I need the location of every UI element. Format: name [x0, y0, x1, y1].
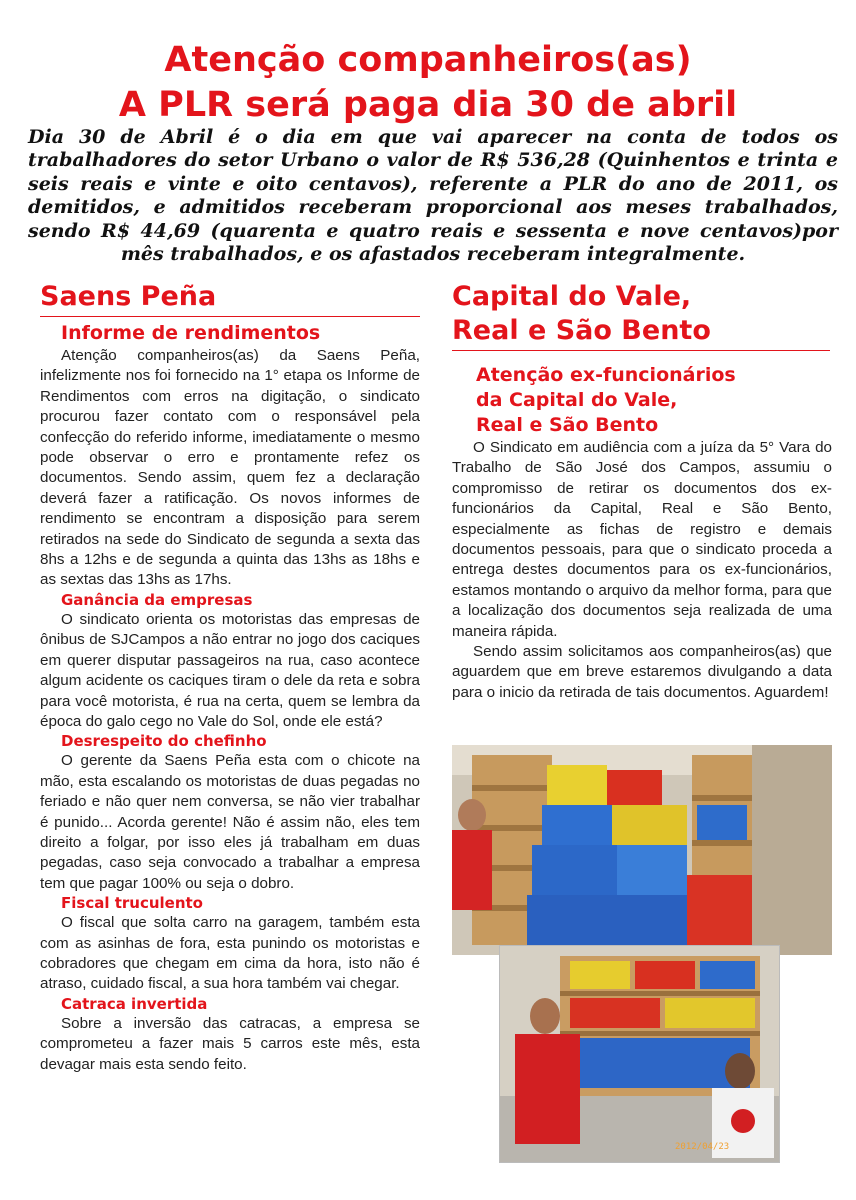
- section-title-saens-pena: Saens Peña: [40, 281, 217, 312]
- subtitle-informe-rendimentos: Informe de rendimentos: [61, 322, 321, 344]
- paragraph-fiscal: O fiscal que solta carro na garagem, também esta com as asinhas de fora, esta punindo os motoristas e cobradores que chegam em cima da hora, isto não é atraso, cuidado fiscal, a sua hora também vai chegar.: [40, 914, 420, 993]
- section-title-capital-line-1: Capital do Vale,: [452, 281, 692, 312]
- paragraph-desrespeito: O gerente da Saens Peña esta com o chicote na mão, esta escalando os motoristas de duas pegadas no feriado e não quer nem conversa, se não vier trabalhar é punido... Acorda gerente! Não é assim não, eles tem direito a folgar, por isso eles já trabalham em duas pegadas, caso seja convocado a trabalhar a empresa tem que pagar 100% ou seja o dobro.: [40, 752, 420, 892]
- heading-ganancia: Ganância da empresas: [61, 590, 253, 609]
- paragraph-informe: Atenção companheiros(as) da Saens Peña, infelizmente nos foi fornecido na 1° etapa os Informe de Rendimentos com erros na digitação, o sindicato procurou fazer contato com o responsável pela confecção do referido informe, imediatamente o mesmo pode observar o erro e prontamente refez os documentos. Sendo assim, quem fez a declaração deverá fazer a ratificação. Os novos informes de rendimento se encontram a disposição para serem retirados na sede do Sindicato de segunda a sexta das 8hs a 12hs e de segunda a quinta das 13hs as 18hs e as sextas das 13hs as 17hs.: [40, 347, 420, 589]
- subtitle-line-1: Atenção ex-funcionários: [476, 364, 736, 386]
- section-divider: [40, 316, 420, 317]
- paragraph-ganancia: O sindicato orienta os motoristas das empresas de ônibus de SJCampos a não entrar no jogo dos caciques em querer disputar passageiros na rua, caso acontece algum acidente os caciques tiram o dele da reta e sobra para você motorista, é rua na certa, quem se lembra da época do galo cego no Vale do Sol, onde ele está?: [40, 610, 420, 730]
- warehouse-photo-2: [499, 945, 780, 1163]
- paragraph-aguardem: Sendo assim solicitamos aos companheiros(as) que aguardem que em breve estaremos divulgando a data para o inicio da retirada de tais documentos. Aguardem!: [452, 643, 832, 701]
- headline-line-1: Atenção companheiros(as): [164, 40, 692, 80]
- subtitle-line-2: da Capital do Vale,: [476, 389, 678, 411]
- warehouse-photo-1-image: [452, 745, 832, 955]
- subtitle-line-3: Real e São Bento: [476, 414, 659, 436]
- paragraph-catraca: Sobre a inversão das catracas, a empresa se comprometeu a fazer mais 5 carros este mês, esta devagar mais esta sendo feito.: [40, 1014, 420, 1073]
- section-divider: [452, 350, 830, 351]
- photo-date-stamp: 2012/04/23: [675, 1142, 730, 1152]
- paragraph-audiencia: O Sindicato em audiência com a juíza da 5° Vara do Trabalho de São José dos Campos, assumiu o compromisso de retirar os documentos dos ex-funcionários da Capital, Real e São Bento, especialmente as fichas de registro e demais documentos pessoais, para que o sindicato proceda a entrega destes documentos para os ex-funcionários, estamos montando o arquivo da melhor forma, para que a localização dos documentos seja realizada de uma maneira rápida.: [452, 439, 832, 640]
- warehouse-photo-2-image: [500, 946, 779, 1162]
- lead-paragraph: Dia 30 de Abril é o dia em que vai aparecer na conta de todos os trabalhadores do setor Urbano o valor de R$ 536,28 (Quinhentos e trinta e seis reais e vinte e oito centavos), referente a PLR do ano de 2011, os demitidos, e admitidos receberam proporcional aos meses trabalhados, sendo R$ 44,69 (quarenta e quatro reais e sessenta e nove centavos)por mês trabalhados, e os afastados receberam integralmente.: [28, 126, 838, 266]
- section-title-capital-line-2: Real e São Bento: [452, 315, 711, 346]
- subtitle-ex-funcionarios: [476, 363, 832, 438]
- left-column: [40, 280, 420, 1075]
- headline-line-2: A PLR será paga dia 30 de abril: [118, 85, 738, 125]
- warehouse-photo-1: [452, 745, 832, 955]
- heading-catraca: Catraca invertida: [61, 994, 208, 1013]
- heading-fiscal: Fiscal truculento: [61, 894, 203, 913]
- right-column: [452, 280, 832, 703]
- heading-desrespeito: Desrespeito do chefinho: [61, 732, 267, 751]
